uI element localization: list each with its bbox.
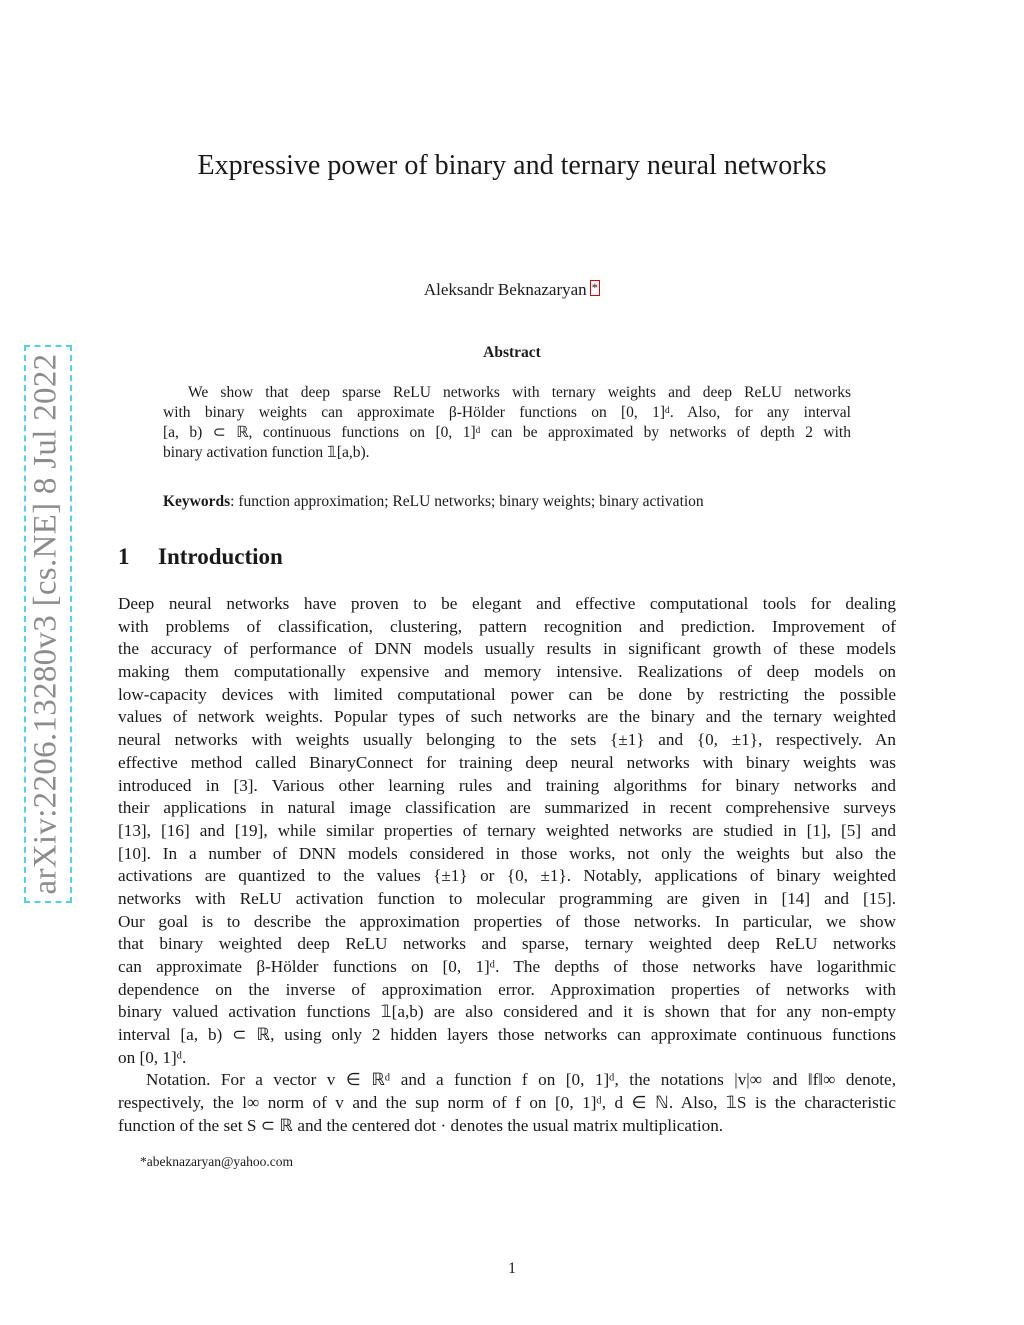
- intro-line: with problems of classification, clustering, pattern recognition and prediction. Improvement of: [118, 616, 896, 636]
- author-line: [0, 280, 1024, 300]
- keywords-label: Keywords: [163, 493, 231, 510]
- footnote-link[interactable]: *: [591, 280, 599, 295]
- keywords-text: : function approximation; ReLU networks; binary weights; binary activation: [230, 493, 704, 510]
- intro-line: binary valued activation functions 𝟙[a,b) are also considered and it is shown that for any non-empty: [118, 1002, 896, 1022]
- intro-line: dependence on the inverse of approximation error. Approximation properties of networks with: [118, 979, 896, 999]
- intro-line: interval [a, b) ⊂ ℝ, using only 2 hidden layers those networks can approximate continuous functions: [118, 1025, 896, 1045]
- intro-line: can approximate β-Hölder functions on [0, 1]ᵈ. The depths of those networks have logarithmic: [118, 957, 896, 976]
- intro-line: Our goal is to describe the approximation properties of those networks. In particular, we show: [118, 911, 896, 931]
- section-title: Introduction: [158, 544, 283, 569]
- notation-line: Notation. For a vector v ∈ ℝᵈ and a function f on [0, 1]ᵈ, the notations |v|∞ and ‖f‖∞ denote,: [146, 1070, 896, 1090]
- section-heading: [118, 544, 283, 570]
- intro-line: neural networks with weights usually belonging to the sets {±1} and {0, ±1}, respectively. An: [118, 730, 896, 750]
- intro-line: the accuracy of performance of DNN models usually results in significant growth of these models: [118, 639, 896, 659]
- abstract-heading: Abstract: [483, 344, 541, 361]
- intro-line: introduced in [3]. Various other learning rules and training algorithms for binary networks and: [118, 775, 896, 795]
- intro-line: networks with ReLU activation function to molecular programming are given in [14] and [15].: [118, 888, 896, 908]
- intro-line: [10]. In a number of DNN models considered in those works, not only the weights but also the: [118, 843, 896, 863]
- arxiv-stamp-text[interactable]: arXiv:2206.13280v3 [cs.NE] 8 Jul 2022: [27, 353, 64, 895]
- intro-line: on [0, 1]ᵈ.: [118, 1047, 187, 1067]
- abstract-line: We show that deep sparse ReLU networks with ternary weights and deep ReLU networks: [188, 384, 851, 401]
- section-number: 1: [118, 544, 130, 569]
- notation-line: respectively, the l∞ norm of v and the sup norm of f on [0, 1]ᵈ, d ∈ ℕ. Also, 𝟙S is the characteristic: [118, 1093, 896, 1113]
- intro-line: activations are quantized to the values {±1} or {0, ±1}. Notably, applications of binary weighted: [118, 866, 896, 886]
- notation-line: function of the set S ⊂ ℝ and the centered dot · denotes the usual matrix multiplication.: [118, 1115, 724, 1135]
- intro-line: [13], [16] and [19], while similar properties of ternary weighted networks are studied in [1], [5] and: [118, 820, 896, 840]
- paper-title: Expressive power of binary and ternary neural networks: [197, 150, 827, 181]
- intro-line: low-capacity devices with limited computational power can be done by restricting the possible: [118, 684, 896, 704]
- abstract-body: [163, 383, 851, 463]
- intro-line: their applications in natural image classification are summarized in recent comprehensive surveys: [118, 798, 896, 818]
- intro-line: values of network weights. Popular types of such networks are the binary and the ternary weighted: [118, 707, 896, 727]
- footnote-email: *abeknazaryan@yahoo.com: [140, 1154, 293, 1169]
- author-name: Aleksandr Beknazaryan: [423, 280, 587, 299]
- page-number: 1: [508, 1260, 516, 1277]
- intro-line: making them computationally expensive and memory intensive. Realizations of deep models on: [118, 662, 896, 682]
- intro-line: that binary weighted deep ReLU networks and sparse, ternary weighted deep ReLU networks: [118, 934, 896, 954]
- abstract-line: [a, b) ⊂ ℝ, continuous functions on [0, 1]ᵈ can be approximated by networks of depth 2 with: [163, 424, 851, 441]
- intro-line: effective method called BinaryConnect for training deep neural networks with binary weights was: [118, 752, 896, 772]
- abstract-line: with binary weights can approximate β-Hölder functions on [0, 1]ᵈ. Also, for any interval: [163, 404, 851, 421]
- intro-line: Deep neural networks have proven to be elegant and effective computational tools for dealing: [118, 594, 896, 613]
- abstract-line: binary activation function 𝟙[a,b).: [163, 444, 370, 461]
- keywords-line: [163, 493, 863, 511]
- introduction-body: [118, 593, 896, 1138]
